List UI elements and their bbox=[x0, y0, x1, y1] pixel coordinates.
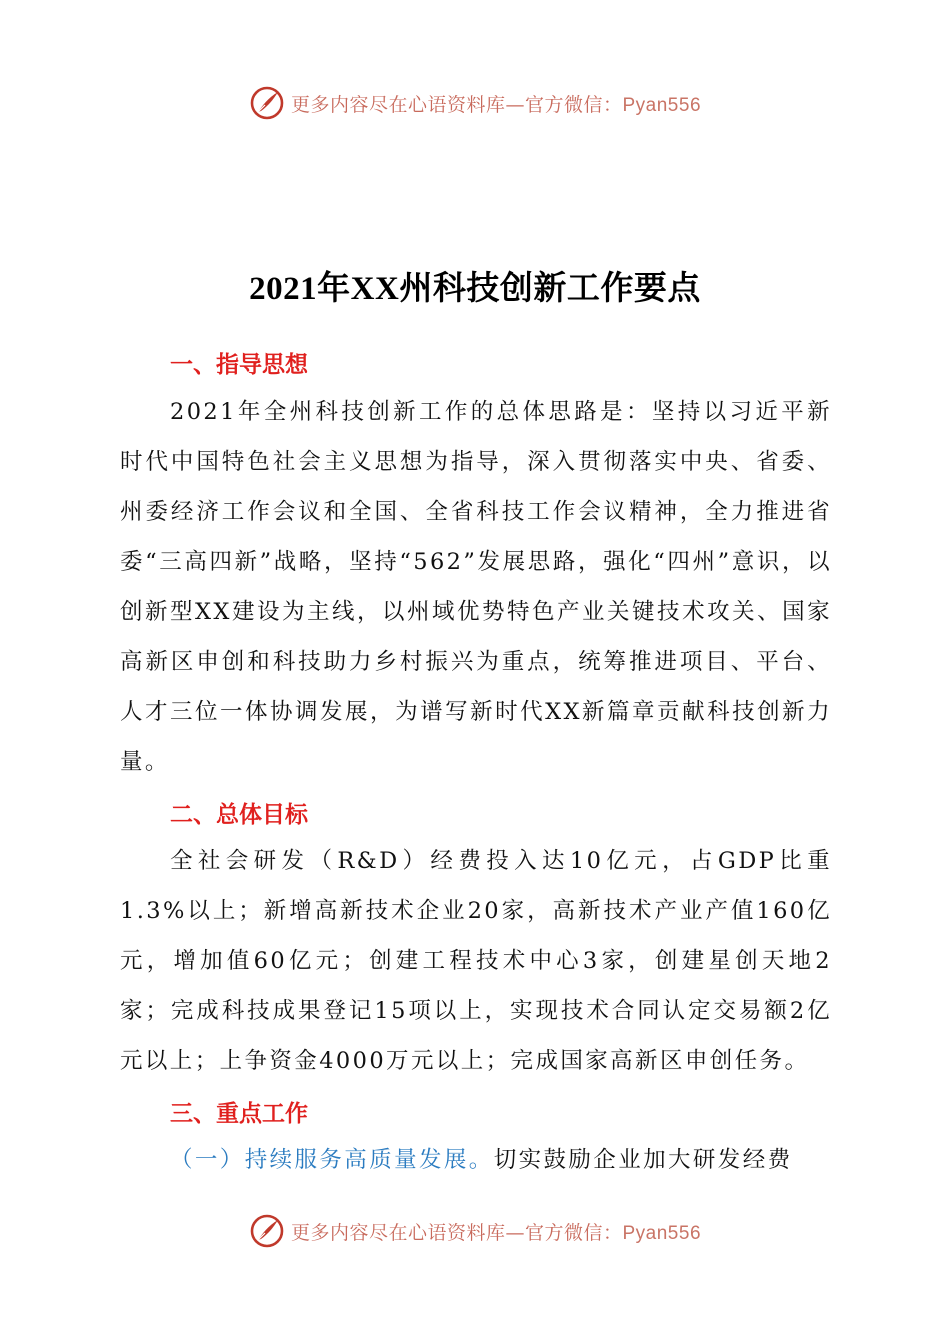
quill-logo-icon bbox=[249, 1213, 285, 1249]
section-paragraph-guiding-ideology: 2021年全州科技创新工作的总体思路是：坚持以习近平新时代中国特色社会主义思想为指导，深入贯彻落实中央、省委、州委经济工作会议和全国、全省科技工作会议精神，全力推进省委“三高四新”战略，坚持“562”发展思路，强化“四州”意识，以创新型XX建设为主线，以州域优势特色产业关键技术攻关、国家高新区申创和科技助力乡村振兴为重点，统筹推进项目、平台、人才三位一体协调发展，为谱写新时代XX新篇章贡献科技创新力量。 bbox=[120, 399, 832, 775]
watermark-header bbox=[0, 83, 950, 123]
watermark-cn: 更多内容尽在心语资料库—官方微信： bbox=[290, 1221, 623, 1244]
document-title: 2021年XX州科技创新工作要点 bbox=[249, 271, 701, 307]
section-heading-overall-goals: 二、总体目标 bbox=[170, 802, 308, 828]
watermark-footer bbox=[0, 1211, 950, 1251]
watermark-cn: 更多内容尽在心语资料库—官方微信： bbox=[290, 93, 623, 116]
watermark-wechat-id: Pyan556 bbox=[622, 1222, 702, 1244]
subsection-text: 切实鼓励企业加大研发经费 bbox=[493, 1147, 793, 1173]
quill-logo-icon bbox=[249, 85, 285, 121]
watermark-wechat-id: Pyan556 bbox=[622, 94, 702, 116]
section-heading-key-work: 三、重点工作 bbox=[170, 1101, 308, 1127]
watermark-text bbox=[291, 1218, 701, 1245]
section-paragraph-overall-goals: 全社会研发（R&D）经费投入达10亿元，占GDP比重1.3%以上；新增高新技术企业20家，高新技术产业产值160亿元，增加值60亿元；创建工程技术中心3家，创建星创天地2家；完成科技成果登记15项以上，实现技术合同认定交易额2亿元以上；上争资金4000万元以上；完成国家高新区申创任务。 bbox=[120, 848, 832, 1074]
section-heading-guiding-ideology: 一、指导思想 bbox=[170, 352, 308, 378]
subsection-heading: （一）持续服务高质量发展。 bbox=[170, 1147, 494, 1173]
subsection-paragraph-high-quality-development bbox=[120, 1135, 832, 1185]
watermark-text bbox=[291, 90, 701, 117]
